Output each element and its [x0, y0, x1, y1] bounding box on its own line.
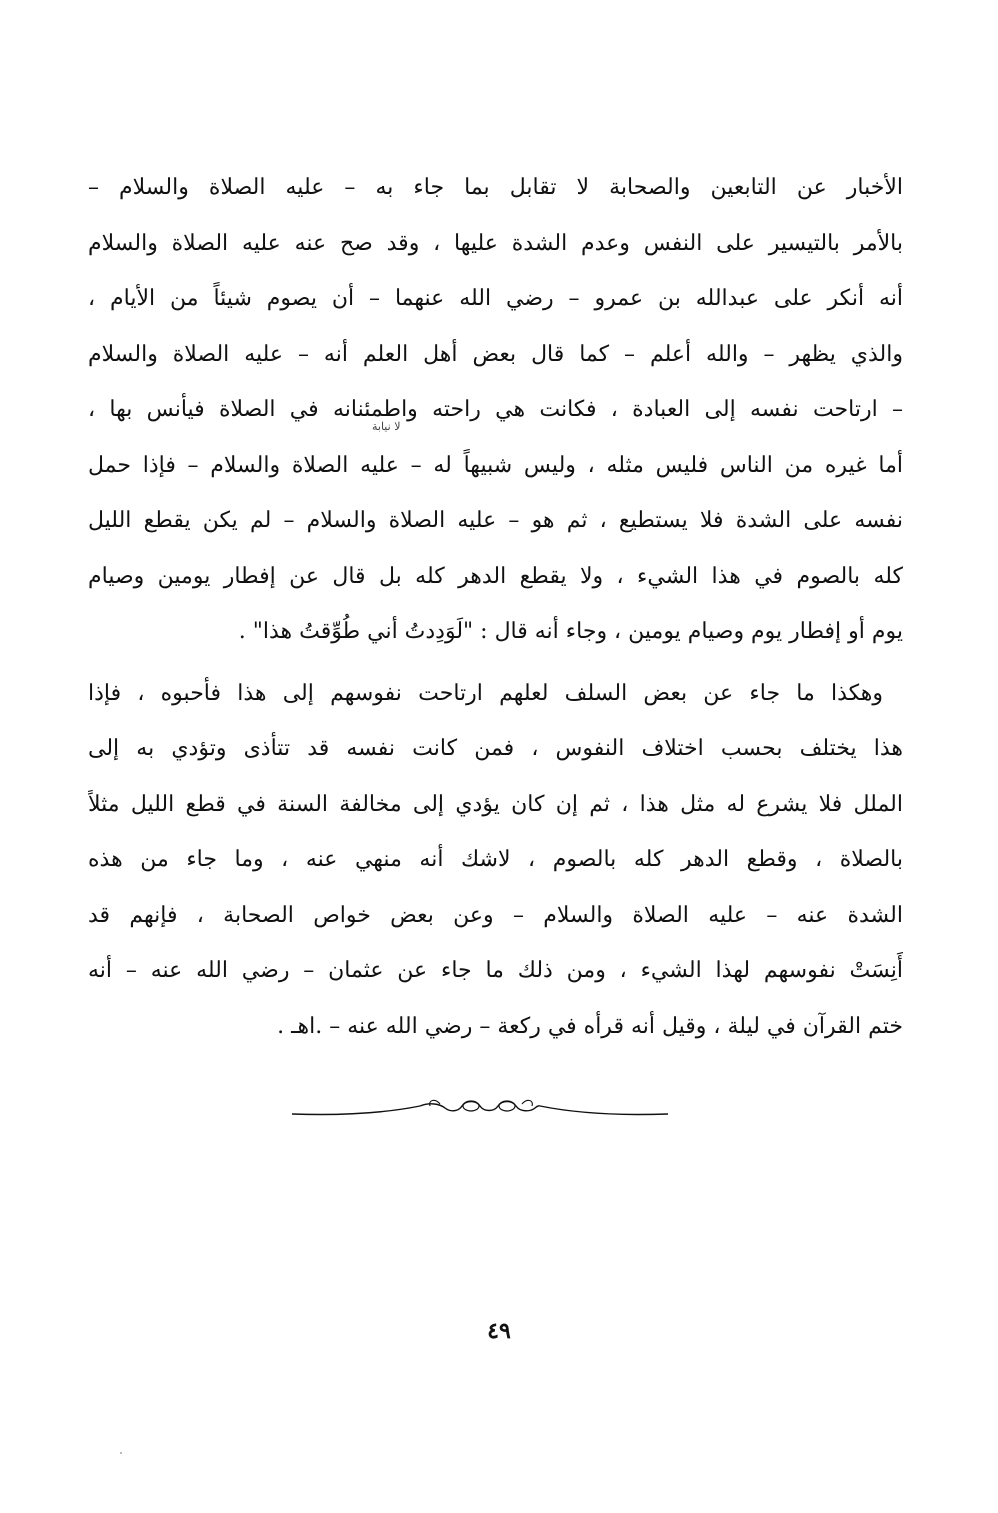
- text-line: هذا يختلف بحسب اختلاف النفوس ، فمن كانت نفسه قد تتأذى وتؤدي به إلى: [88, 736, 903, 761]
- text-line: بالأمر بالتيسير على النفس وعدم الشدة عليها ، وقد صح عنه عليه الصلاة والسلام: [88, 230, 903, 256]
- scan-speck: [120, 1452, 122, 1454]
- text-line: كله بالصوم في هذا الشيء ، ولا يقطع الدهر كله بل قال عن إفطار يومين وصيام: [88, 563, 903, 589]
- text-line: أما غيره من الناس فليس مثله ، وليس شبيهاً له – عليه الصلاة والسلام – فإذا حمل: [88, 452, 903, 478]
- page-number: ٤٩: [487, 1318, 511, 1344]
- text-line: الشدة عنه – عليه الصلاة والسلام – وعن بعض خواص الصحابة ، فإنهم قد: [88, 902, 903, 928]
- text-line: وهكذا ما جاء عن بعض السلف لعلهم ارتاحت نفوسهم إلى هذا فأحبوه ، فإذا: [88, 680, 883, 706]
- handwritten-margin-note: لا نيابة: [372, 420, 401, 433]
- paragraph-1: [88, 160, 903, 660]
- body-text: [88, 160, 903, 1054]
- section-divider-ornament: [290, 1092, 670, 1132]
- text-line: ختم القرآن في ليلة ، وقيل أنه قرأه في ركعة – رضي الله عنه – .اهـ .: [277, 1013, 903, 1039]
- text-line: أَنِسَتْ نفوسهم لهذا الشيء ، ومن ذلك ما جاء عن عثمان – رضي الله عنه – أنه: [88, 958, 903, 983]
- text-line: أنه أنكر على عبدالله بن عمرو – رضي الله عنهما – أن يصوم شيئاً من الأيام ،: [88, 286, 903, 311]
- text-line: بالصلاة ، وقطع الدهر كله بالصوم ، لاشك أنه منهي عنه ، وما جاء من هذه: [88, 847, 903, 872]
- text-line: يوم أو إفطار يوم وصيام يومين ، وجاء أنه قال : "لَوَدِدتُ أني طُوِّقتُ هذا" .: [238, 619, 903, 644]
- text-line: الملل فلا يشرع له مثل هذا ، ثم إن كان يؤدي إلى مخالفة السنة في قطع الليل مثلاً: [88, 791, 903, 817]
- text-line: والذي يظهر – والله أعلم – كما قال بعض أهل العلم أنه – عليه الصلاة والسلام: [88, 341, 903, 367]
- text-line: نفسه على الشدة فلا يستطيع ، ثم هو – عليه الصلاة والسلام – لم يكن يقطع الليل: [88, 508, 903, 533]
- text-line: – ارتاحت نفسه إلى العبادة ، فكانت هي راحته واطمئنانه في الصلاة فيأنس بها ،: [88, 397, 903, 422]
- text-line: الأخبار عن التابعين والصحابة لا تقابل بما جاء به – عليه الصلاة والسلام –: [88, 175, 903, 200]
- paragraph-2: [88, 666, 903, 1055]
